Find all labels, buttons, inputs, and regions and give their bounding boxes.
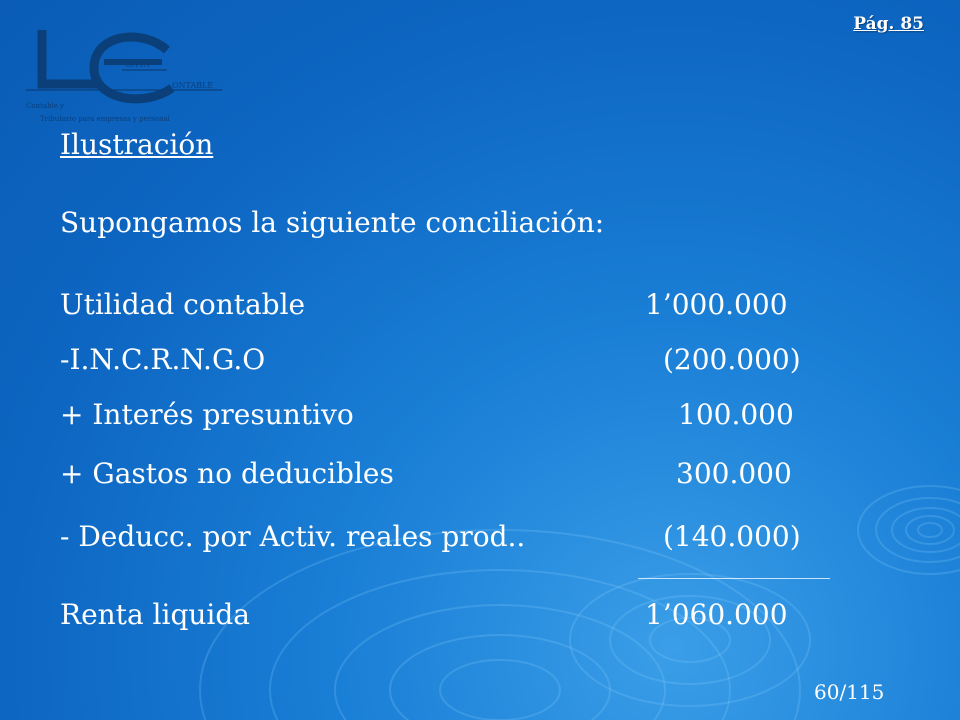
- logo-subtext-2: Tributario para empresas y personal: [40, 115, 170, 123]
- logo-subtext-1: Contable y: [26, 102, 65, 110]
- intro-text: Supongamos la siguiente conciliación:: [60, 206, 605, 239]
- row-label: Utilidad contable: [60, 288, 306, 321]
- row-label: - Deducc. por Activ. reales prod..: [60, 520, 526, 553]
- row-label: -I.N.C.R.N.G.O: [60, 343, 266, 376]
- row-label: + Gastos no deducibles: [60, 457, 394, 490]
- logo-text-line1: ONTA: [125, 60, 150, 69]
- row-amount: (140.000): [663, 520, 801, 553]
- row-amount: 300.000: [676, 457, 792, 490]
- row-amount: 1’000.000: [645, 288, 788, 321]
- slide-counter: 60/115: [814, 680, 885, 704]
- total-amount: 1’060.000: [645, 598, 788, 631]
- row-label: + Interés presuntivo: [60, 398, 354, 431]
- company-logo: [22, 22, 242, 132]
- total-divider: [638, 578, 830, 579]
- total-label: Renta liquida: [60, 598, 250, 631]
- slide-heading: Ilustración: [60, 128, 214, 161]
- page-label: Pág. 85: [853, 14, 924, 34]
- row-amount: (200.000): [663, 343, 801, 376]
- row-amount: 100.000: [678, 398, 794, 431]
- logo-text-line2: ONTABLE: [172, 81, 214, 90]
